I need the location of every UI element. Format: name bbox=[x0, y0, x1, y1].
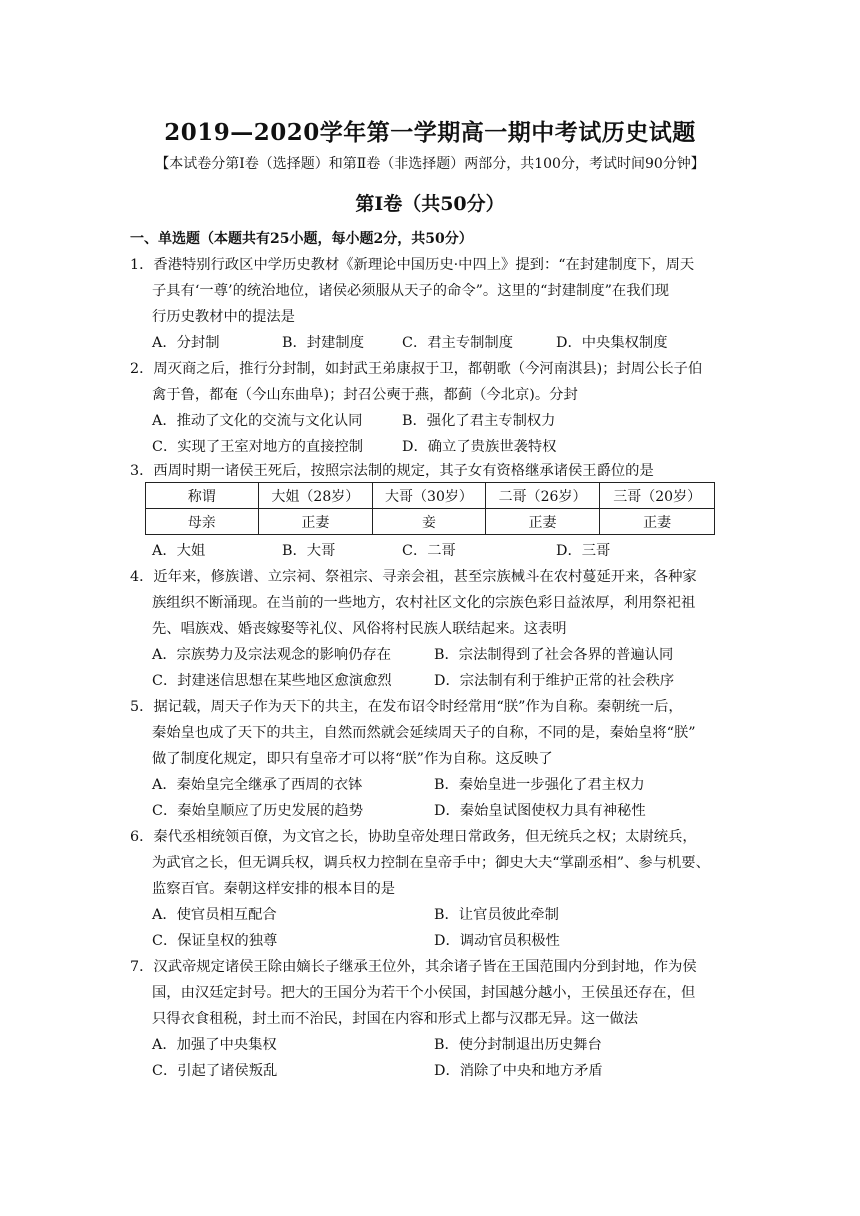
table-cell: 大姐（28岁） bbox=[258, 483, 373, 509]
inheritance-table bbox=[145, 482, 715, 535]
option-c: C．保证皇权的独尊 bbox=[152, 933, 278, 949]
question-line: 秦始皇也成了天下的共主，自然而然就会延续周天子的自称，不同的是，秦始皇将“朕” bbox=[152, 725, 696, 741]
option-a: A．秦始皇完全继承了西周的衣钵 bbox=[152, 777, 363, 793]
option-c: C．二哥 bbox=[402, 543, 456, 559]
option-d: D．确立了贵族世袭特权 bbox=[402, 439, 557, 455]
option-b: B．封建制度 bbox=[282, 335, 364, 351]
option-c: C．秦始皇顺应了历史发展的趋势 bbox=[152, 803, 364, 819]
table-cell: 称谓 bbox=[146, 483, 259, 509]
table-cell: 正妻 bbox=[258, 509, 373, 535]
exam-subtitle: 【本试卷分第Ⅰ卷（选择题）和第Ⅱ卷（非选择题）两部分，共100分，考试时间90分钟】 bbox=[155, 156, 705, 172]
question-line: 只得衣食租税，封土而不治民，封国在内容和形式上都与汉郡无异。这一做法 bbox=[152, 1011, 639, 1027]
option-b: B．让官员彼此牵制 bbox=[434, 907, 559, 923]
question-line: 1．香港特别行政区中学历史教材《新理论中国历史·中四上》提到：“在封建制度下，周天 bbox=[130, 257, 695, 273]
option-a: A．分封制 bbox=[152, 335, 220, 351]
option-a: A．使官员相互配合 bbox=[152, 907, 277, 923]
option-a: A．加强了中央集权 bbox=[152, 1037, 277, 1053]
table-cell: 大哥（30岁） bbox=[373, 483, 486, 509]
question-line: 5．据记载，周天子作为天下的共主，在发布诏令时经常用“朕”作为自称。秦朝统一后， bbox=[130, 699, 683, 715]
option-c: C．君主专制制度 bbox=[402, 335, 514, 351]
table-cell: 正妻 bbox=[485, 509, 600, 535]
option-b: B．秦始皇进一步强化了君主权力 bbox=[434, 777, 645, 793]
option-b: B．使分封制退出历史舞台 bbox=[434, 1037, 602, 1053]
question-line: 6．秦代丞相统领百僚，为文官之长，协助皇帝处理日常政务，但无统兵之权；太尉统兵， bbox=[130, 829, 697, 845]
table-row bbox=[146, 509, 715, 535]
question-line: 做了制度化规定，即只有皇帝才可以将“朕”作为自称。这反映了 bbox=[152, 751, 553, 767]
option-b: B．大哥 bbox=[282, 543, 336, 559]
option-c: C．封建迷信思想在某些地区愈演愈烈 bbox=[152, 673, 392, 689]
question-line: 行历史教材中的提法是 bbox=[152, 309, 295, 325]
question-line: 3．西周时期一诸侯王死后，按照宗法制的规定，其子女有资格继承诸侯王爵位的是 bbox=[130, 463, 654, 479]
option-c: C．实现了王室对地方的直接控制 bbox=[152, 439, 364, 455]
option-d: D．三哥 bbox=[556, 543, 611, 559]
exam-title: 2019—2020学年第一学期高一期中考试历史试题 bbox=[164, 119, 696, 146]
option-d: D．宗法制有利于维护正常的社会秩序 bbox=[434, 673, 675, 689]
question-line: 族组织不断涌现。在当前的一些地方，农村社区文化的宗族色彩日益浓厚，利用祭祀祖 bbox=[152, 595, 696, 611]
section-title: 一、单选题（本题共有25小题，每小题2分，共50分） bbox=[130, 231, 473, 247]
option-d: D．中央集权制度 bbox=[556, 335, 668, 351]
question-line: 7．汉武帝规定诸侯王除由嫡长子继承王位外，其余诸子皆在王国范围内分到封地，作为侯 bbox=[130, 959, 697, 975]
option-d: D．秦始皇试图使权力具有神秘性 bbox=[434, 803, 646, 819]
question-line: 国，由汉廷定封号。把大的王国分为若干个小侯国，封国越分越小，王侯虽还存在，但 bbox=[152, 985, 696, 1001]
option-a: A．推动了文化的交流与文化认同 bbox=[152, 413, 363, 429]
question-line: 2．周灭商之后，推行分封制，如封武王弟康叔于卫，都朝歌（今河南淇县)；封周公长子伯 bbox=[130, 361, 703, 377]
question-line: 4．近年来，修族谱、立宗祠、祭祖宗、寻亲会祖，甚至宗族械斗在农村蔓延开来，各种家 bbox=[130, 569, 697, 585]
option-a: A．大姐 bbox=[152, 543, 206, 559]
question-line: 先、唱族戏、婚丧嫁娶等礼仪、风俗将村民族人联结起来。这表明 bbox=[152, 621, 567, 637]
table-cell: 妾 bbox=[373, 509, 486, 535]
option-d: D．消除了中央和地方矛盾 bbox=[434, 1063, 603, 1079]
question-line: 子具有‘一尊’的统治地位，诸侯必须服从天子的命令”。这里的“封建制度”在我们现 bbox=[152, 283, 670, 299]
part-title: 第Ⅰ卷（共50分） bbox=[355, 193, 505, 215]
option-c: C．引起了诸侯叛乱 bbox=[152, 1063, 278, 1079]
question-line: 监察百官。秦朝这样安排的根本目的是 bbox=[152, 881, 396, 897]
table-cell: 三哥（20岁） bbox=[600, 483, 715, 509]
table-cell: 二哥（26岁） bbox=[485, 483, 600, 509]
question-line: 禽于鲁，都奄（今山东曲阜)；封召公奭于燕，都蓟（今北京)。分封 bbox=[152, 387, 578, 403]
option-b: B．强化了君主专制权力 bbox=[402, 413, 556, 429]
option-a: A．宗族势力及宗法观念的影响仍存在 bbox=[152, 647, 392, 663]
table-row bbox=[146, 483, 715, 509]
question-line: 为武官之长，但无调兵权，调兵权力控制在皇帝手中；御史大夫“掌副丞相”、参与机要、 bbox=[152, 855, 710, 871]
table-cell: 母亲 bbox=[146, 509, 259, 535]
option-b: B．宗法制得到了社会各界的普遍认同 bbox=[434, 647, 674, 663]
option-d: D．调动官员积极性 bbox=[434, 933, 560, 949]
table-cell: 正妻 bbox=[600, 509, 715, 535]
